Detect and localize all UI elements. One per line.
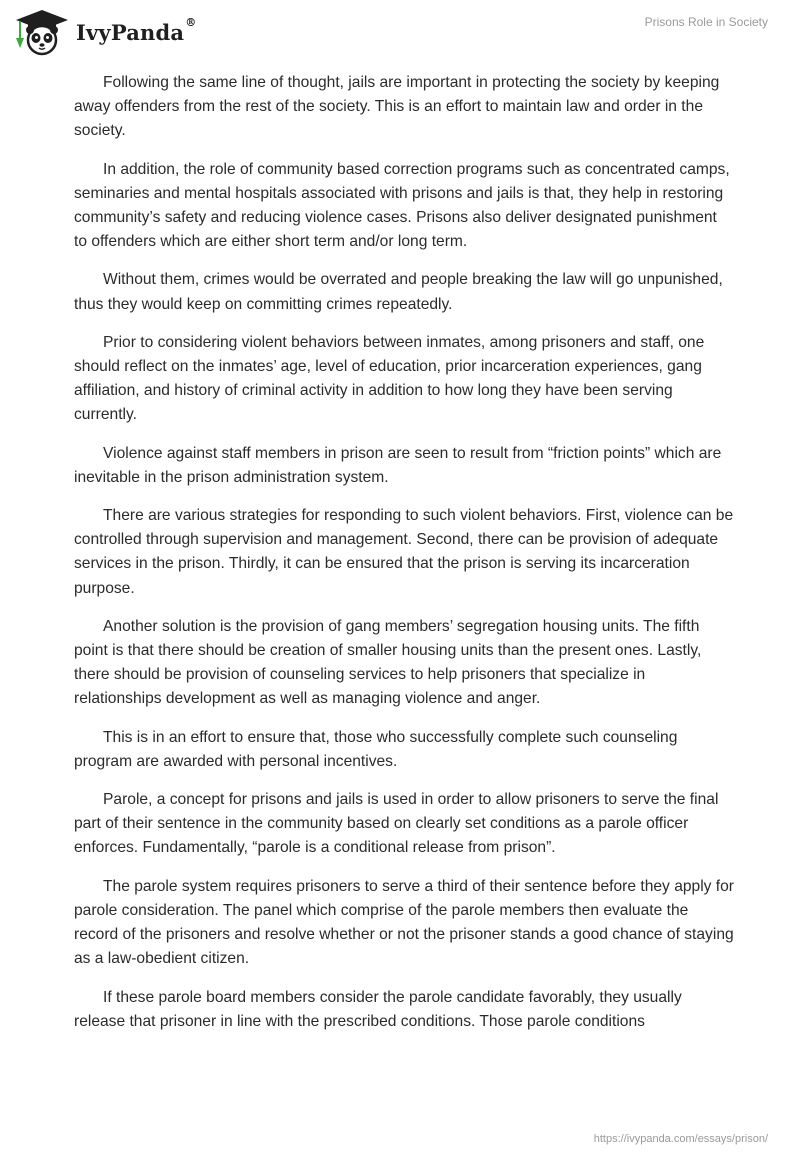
source-url[interactable]: https://ivypanda.com/essays/prison/ bbox=[593, 1133, 768, 1145]
document-title: Prisons Role in Society bbox=[644, 15, 768, 29]
logo-text: IvyPanda® bbox=[76, 15, 197, 45]
paragraph-9: Parole, a concept for prisons and jails is used in order to allow prisoners to serve the final part of their sentence in the community based on clearly set conditions as a parole officer enforces. Fundamentally, “parole is a conditional release from prison”. bbox=[74, 791, 719, 857]
paragraph-2: In addition, the role of community based correction programs such as concentrated camps, seminaries and mental hospitals associated with prisons and jails is that, they help in restoring community’s safety and reducing violence cases. Prisons also deliver designated punishment to offenders which are either short term and/or long term. bbox=[74, 160, 730, 251]
paragraph-5: Violence against staff members in prison are seen to result from “friction points” which are inevitable in the prison administration system. bbox=[74, 444, 722, 486]
page-header bbox=[0, 0, 800, 60]
paragraph-3: Without them, crimes would be overrated and people breaking the law will go unpunished, thus they would keep on committing crimes repeatedly. bbox=[74, 271, 723, 313]
registered-mark: ® bbox=[185, 15, 197, 29]
essay-body bbox=[74, 71, 734, 1048]
paragraph-7: Another solution is the provision of gang members’ segregation housing units. The fifth point is that there should be creation of smaller housing units than the present ones. Lastly, there should be provision of counseling services to help prisoners that specialize in relationships development as well as managing violence and anger. bbox=[74, 617, 702, 708]
paragraph-8: This is in an effort to ensure that, those who successfully complete such counseling program are awarded with personal incentives. bbox=[74, 728, 678, 770]
paragraph-10: The parole system requires prisoners to serve a third of their sentence before they apply for parole consideration. The panel which comprise of the parole members then evaluate the record of the prisoners and resolve whether or not the prisoner stands a good chance of staying as a law-obedient citizen. bbox=[74, 877, 734, 968]
ivypanda-logo[interactable] bbox=[14, 8, 196, 56]
paragraph-1: Following the same line of thought, jails are important in protecting the society by keeping away offenders from the rest of the society. This is an effort to maintain law and order in the society. bbox=[74, 74, 720, 140]
paragraph-11: If these parole board members consider the parole candidate favorably, they usually release that prisoner in line with the prescribed conditions. Those parole conditions bbox=[74, 988, 682, 1030]
panda-graduate-icon bbox=[14, 8, 70, 56]
paragraph-4: Prior to considering violent behaviors between inmates, among prisoners and staff, one should reflect on the inmates’ age, level of education, prior incarceration experiences, gang affiliation, and history of criminal activity in addition to how long they have been serving currently. bbox=[74, 333, 705, 424]
paragraph-6: There are various strategies for responding to such violent behaviors. First, violence can be controlled through supervision and management. Second, there can be provision of adequate services in the prison. Thirdly, it can be ensured that the prison is serving its incarceration purpose. bbox=[74, 507, 734, 597]
